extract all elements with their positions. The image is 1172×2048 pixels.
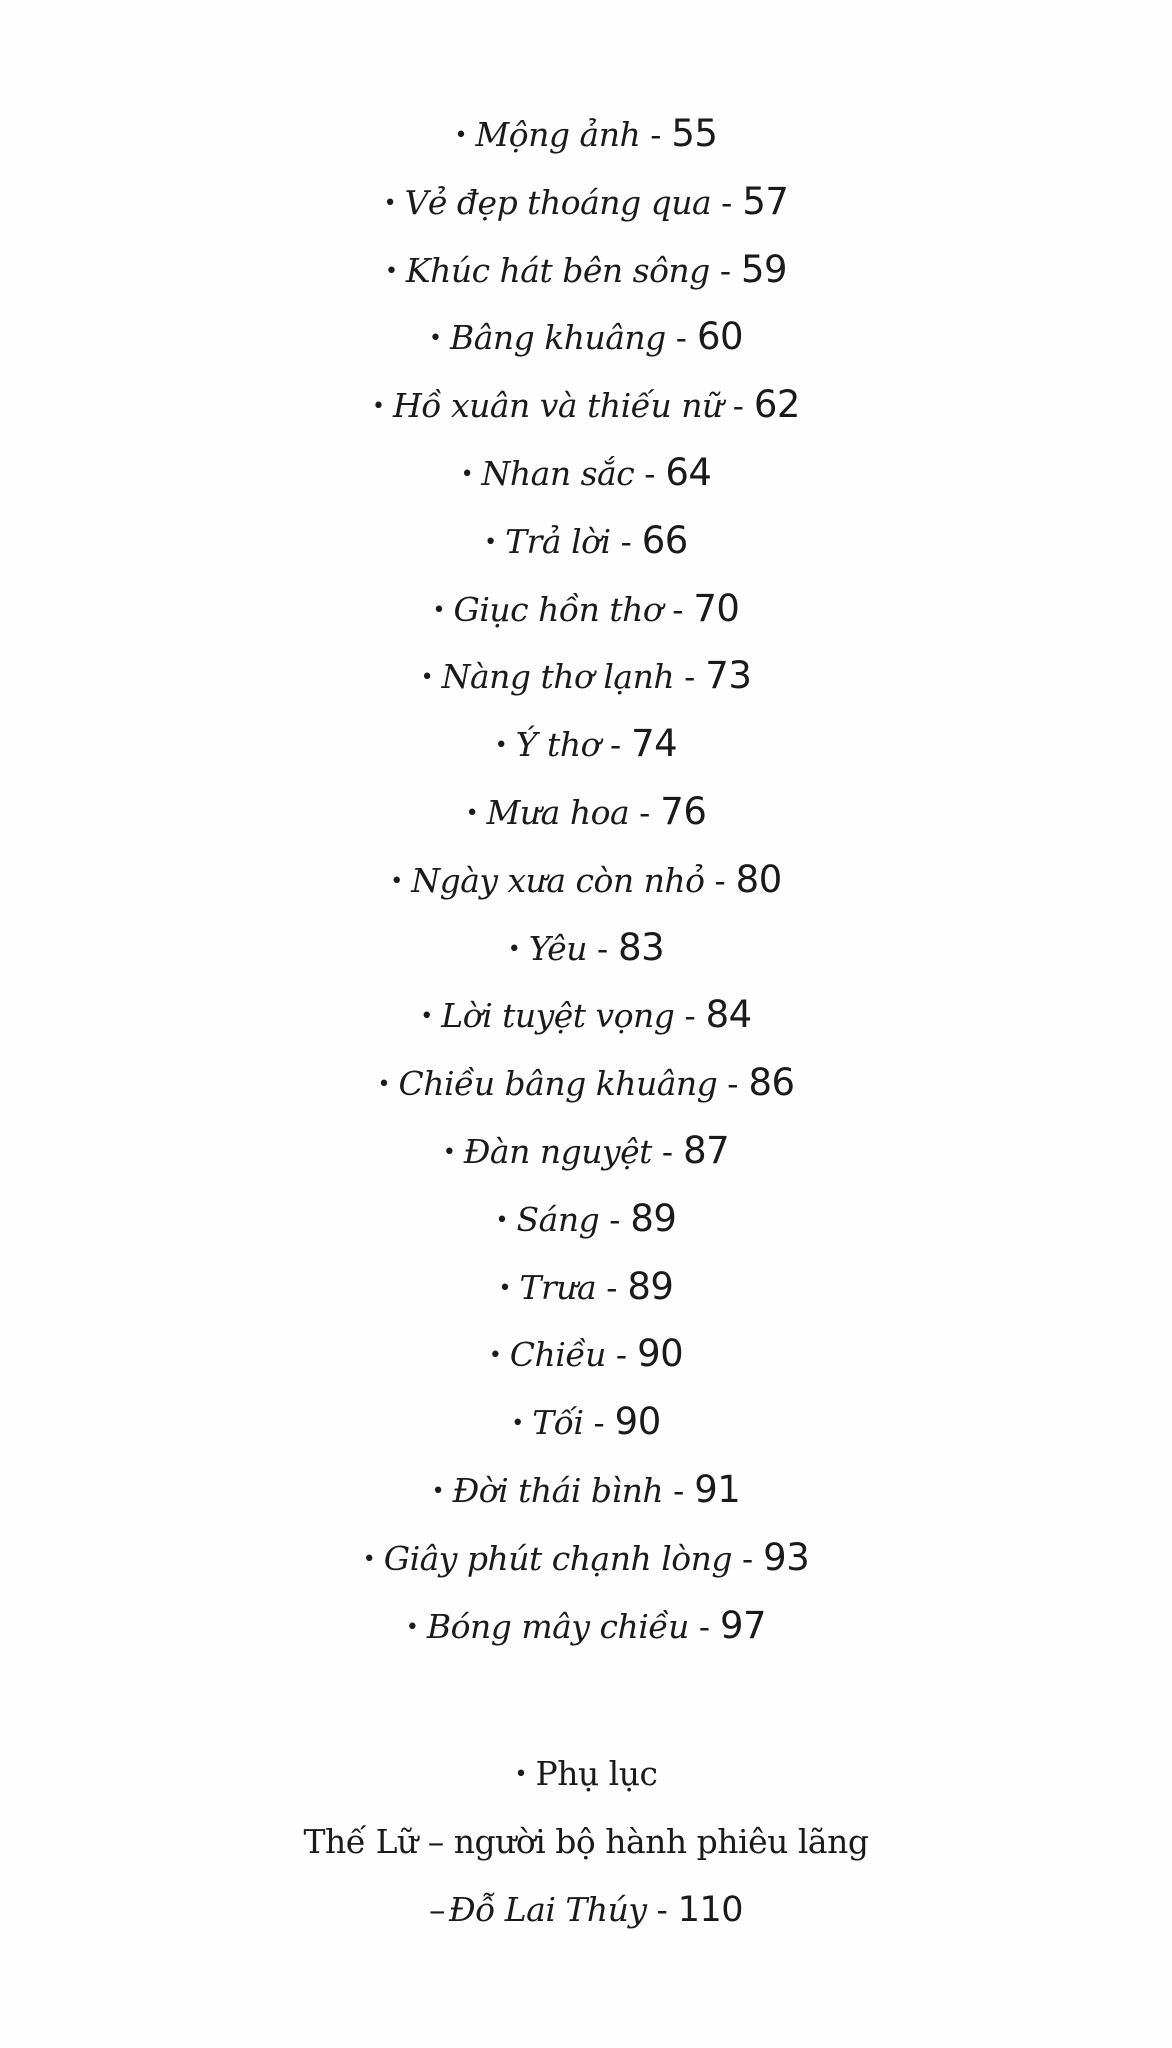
toc-entry-separator: - — [606, 1267, 618, 1307]
toc-entry-page-number: 66 — [641, 518, 688, 562]
toc-entry — [0, 778, 1172, 846]
toc-entry-page-number: 62 — [753, 383, 800, 427]
toc-entry-title: Trưa — [519, 1267, 597, 1307]
toc-entry-separator: - — [644, 453, 656, 493]
toc-entry-title: Ngày xưa còn nhỏ — [411, 860, 705, 900]
toc-entry — [0, 710, 1172, 778]
toc-entry-page-number: 57 — [742, 179, 789, 223]
bullet-icon: • — [460, 461, 474, 487]
toc-entry-title: Chiều — [509, 1335, 606, 1375]
toc-entry-title: Nhan sắc — [481, 453, 635, 493]
toc-entry-separator: - — [698, 1606, 710, 1646]
appendix-author-line — [0, 1876, 1172, 1944]
toc-entry-separator: - — [596, 928, 609, 968]
appendix-heading — [0, 1740, 1172, 1808]
bullet-icon: • — [377, 1072, 391, 1098]
toc-entry-title: Bóng mây chiều — [426, 1606, 689, 1646]
toc-entry — [0, 439, 1172, 507]
toc-entry-separator: - — [620, 521, 632, 561]
toc-entry-title: Mộng ảnh — [475, 115, 641, 154]
appendix-page-number: 110 — [677, 1890, 744, 1930]
toc-entry-separator: - — [675, 318, 687, 358]
bullet-icon: • — [405, 1614, 419, 1640]
toc-entry-page-number: 84 — [705, 993, 752, 1037]
toc-entry — [0, 1253, 1172, 1321]
table-of-contents — [0, 100, 1172, 1659]
bullet-icon: • — [384, 258, 398, 284]
toc-entry-title: Hồ xuân và thiếu nữ — [393, 386, 723, 426]
toc-entry — [0, 371, 1172, 439]
toc-entry — [0, 236, 1172, 304]
bullet-icon: • — [494, 733, 508, 759]
toc-entry-separator: - — [684, 996, 696, 1036]
toc-entry-title: Đời thái bình — [452, 1470, 664, 1510]
toc-entry-title: Mưa hoa — [486, 792, 630, 832]
toc-entry-title: Bâng khuâng — [449, 318, 666, 358]
appendix-separator: - — [656, 1890, 668, 1929]
toc-entry-page-number: 76 — [660, 789, 707, 833]
toc-entry — [0, 1049, 1172, 1117]
toc-entry-separator: - — [672, 589, 684, 629]
toc-entry-title: Chiều bâng khuâng — [398, 1064, 718, 1104]
toc-entry-page-number: 83 — [618, 925, 665, 969]
appendix-essay-title: Thế Lữ – người bộ hành phiêu lãng — [303, 1822, 869, 1861]
toc-entry-page-number: 64 — [665, 450, 712, 494]
toc-entry-page-number: 89 — [630, 1196, 677, 1240]
toc-entry — [0, 1320, 1172, 1388]
toc-entry-separator: - — [742, 1538, 754, 1578]
toc-entry-separator: - — [727, 1064, 739, 1104]
bullet-icon: • — [362, 1546, 376, 1572]
toc-entry — [0, 1592, 1172, 1660]
toc-entry-page-number: 60 — [696, 315, 744, 359]
bullet-icon: • — [420, 1004, 434, 1030]
bullet-icon: • — [507, 936, 521, 962]
appendix-author: Đỗ Lai Thúy — [448, 1890, 647, 1929]
toc-entry-page-number: 70 — [693, 586, 740, 630]
bullet-icon: • — [484, 529, 498, 555]
bullet-icon: • — [498, 1275, 512, 1301]
bullet-icon: • — [495, 1207, 509, 1233]
toc-entry-page-number: 80 — [735, 857, 782, 901]
toc-entry — [0, 168, 1172, 236]
toc-entry-page-number: 73 — [705, 654, 752, 698]
toc-entry-page-number: 97 — [719, 1603, 767, 1647]
toc-entry-page-number: 74 — [631, 722, 678, 766]
toc-entry-title: Đàn nguyệt — [463, 1131, 652, 1171]
appendix-author-dash: – — [428, 1890, 445, 1929]
toc-entry-title: Tối — [532, 1403, 584, 1443]
toc-entry-title: Khúc hát bên sông — [405, 250, 710, 290]
toc-entry-separator: - — [719, 250, 731, 290]
toc-entry — [0, 1185, 1172, 1253]
toc-entry-page-number: 59 — [740, 247, 788, 291]
toc-entry — [0, 1388, 1172, 1456]
toc-entry — [0, 642, 1172, 710]
bullet-icon: • — [432, 597, 446, 623]
toc-entry-separator: - — [615, 1335, 628, 1375]
bullet-icon: • — [383, 190, 397, 216]
toc-entry — [0, 1456, 1172, 1524]
toc-entry-separator: - — [593, 1403, 605, 1443]
toc-entry-separator: - — [714, 860, 726, 900]
toc-entry — [0, 100, 1172, 168]
toc-entry-title: Giục hồn thơ — [453, 589, 663, 629]
bullet-icon: • — [420, 665, 434, 691]
toc-entry-separator: - — [639, 792, 651, 832]
toc-entry-page-number: 87 — [683, 1128, 730, 1172]
bullet-icon: • — [488, 1343, 502, 1369]
toc-entry-page-number: 55 — [671, 112, 718, 155]
toc-entry-separator: - — [609, 1199, 621, 1239]
toc-entry-separator: - — [684, 657, 696, 697]
bullet-icon: • — [465, 800, 479, 826]
appendix-heading-label: Phụ lục — [535, 1754, 658, 1793]
toc-entry-separator: - — [732, 386, 744, 426]
bullet-icon: • — [372, 394, 386, 420]
toc-entry-page-number: 93 — [763, 1535, 810, 1579]
toc-entry-separator: - — [721, 182, 733, 222]
toc-entry — [0, 1524, 1172, 1592]
toc-entry-page-number: 90 — [614, 1400, 661, 1444]
bullet-icon: • — [428, 326, 442, 352]
toc-entry-separator: - — [609, 725, 622, 765]
toc-entry-title: Ý thơ — [515, 725, 600, 765]
bullet-icon: • — [390, 868, 404, 894]
toc-entry-page-number: 86 — [748, 1061, 795, 1105]
toc-entry-title: Giây phút chạnh lòng — [383, 1538, 733, 1578]
toc-entry — [0, 981, 1172, 1049]
toc-entry — [0, 1117, 1172, 1185]
toc-entry — [0, 507, 1172, 575]
bullet-icon: • — [442, 1139, 456, 1165]
toc-entry — [0, 914, 1172, 982]
bullet-icon: • — [454, 123, 468, 148]
toc-entry — [0, 303, 1172, 371]
toc-entry-separator: - — [673, 1470, 685, 1510]
bullet-icon: • — [431, 1478, 445, 1504]
toc-entry-title: Sáng — [516, 1199, 600, 1239]
toc-entry-separator: - — [661, 1131, 674, 1171]
toc-entry — [0, 846, 1172, 914]
toc-entry — [0, 575, 1172, 643]
bullet-icon: • — [511, 1411, 525, 1437]
bullet-icon: • — [514, 1762, 528, 1787]
toc-entry-title: Vẻ đẹp thoáng qua — [404, 182, 712, 222]
appendix-section — [0, 1740, 1172, 1944]
toc-entry-page-number: 91 — [694, 1467, 741, 1511]
toc-entry-title: Lời tuyệt vọng — [441, 996, 675, 1036]
toc-entry-page-number: 90 — [637, 1332, 684, 1376]
toc-entry-title: Nàng thơ lạnh — [441, 657, 675, 697]
toc-entry-page-number: 89 — [627, 1264, 674, 1308]
toc-entry-separator: - — [650, 115, 662, 154]
toc-entry-title: Trả lời — [505, 521, 611, 561]
appendix-essay-title-line — [0, 1808, 1172, 1876]
toc-entry-title: Yêu — [528, 928, 587, 968]
